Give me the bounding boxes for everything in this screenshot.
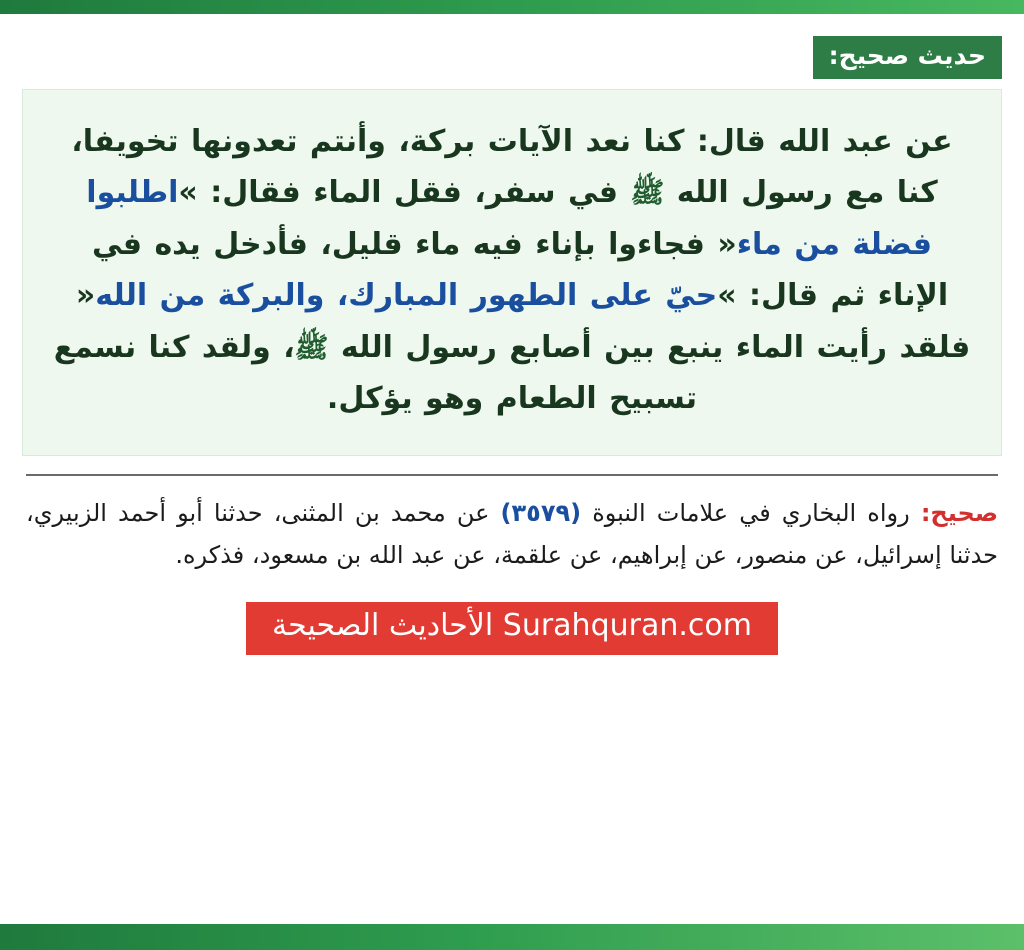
hadith-quote-2: حيّ على الطهور المبارك، والبركة من الله [95, 278, 718, 314]
sallallahu-glyph-2: ﷺ [294, 330, 329, 364]
grade-row [22, 36, 1002, 79]
hadith-part-3: « فجاءوا بإناء فيه ماء قليل، فأدخل يده في الإناء ثم قال: » [92, 226, 949, 314]
hadith-part-4: « فلقد رأيت الماء ينبع بين أصابع رسول الله [75, 278, 971, 365]
site-badge[interactable] [246, 602, 778, 655]
top-decorative-band [0, 0, 1024, 14]
hadith-body [53, 116, 971, 426]
takhreej-label: صحيح: [920, 499, 999, 528]
hadith-quote-1: اطلبوا فضلة من ماء [86, 175, 932, 262]
sallallahu-glyph-1: ﷺ [630, 176, 665, 210]
status-badge: حديث صحيح: [813, 36, 1002, 79]
section-divider [26, 474, 998, 476]
bottom-decorative-band [0, 924, 1024, 950]
hadith-part-1: عن عبد الله قال: كنا نعد الآيات بركة، وأنتم تعدونها تخويفا، كنا مع رسول الله [71, 123, 953, 211]
takhreej-text-before: رواه البخاري في علامات النبوة [592, 499, 910, 528]
takhreej-text-after: عن محمد بن المثنى، حدثنا أبو أحمد الزبيري، حدثنا إسرائيل، عن منصور، عن إبراهيم، عن علقمة، عن عبد الله بن مسعود، فذكره. [26, 499, 998, 570]
site-domain: Surahquran.com [502, 608, 752, 644]
hadith-part-2: في سفر، فقل الماء فقال: » [178, 175, 618, 211]
hadith-text-box [22, 89, 1002, 457]
takhreej-paragraph [26, 492, 998, 576]
card-content [0, 14, 1024, 924]
footer-row [22, 602, 1002, 655]
site-title: الأحاديث الصحيحة [272, 608, 494, 644]
hadith-part-5: ، ولقد كنا نسمع تسبيح الطعام وهو يؤكل. [53, 329, 698, 417]
takhreej-reference-number: (٣٥٧٩) [500, 499, 582, 528]
